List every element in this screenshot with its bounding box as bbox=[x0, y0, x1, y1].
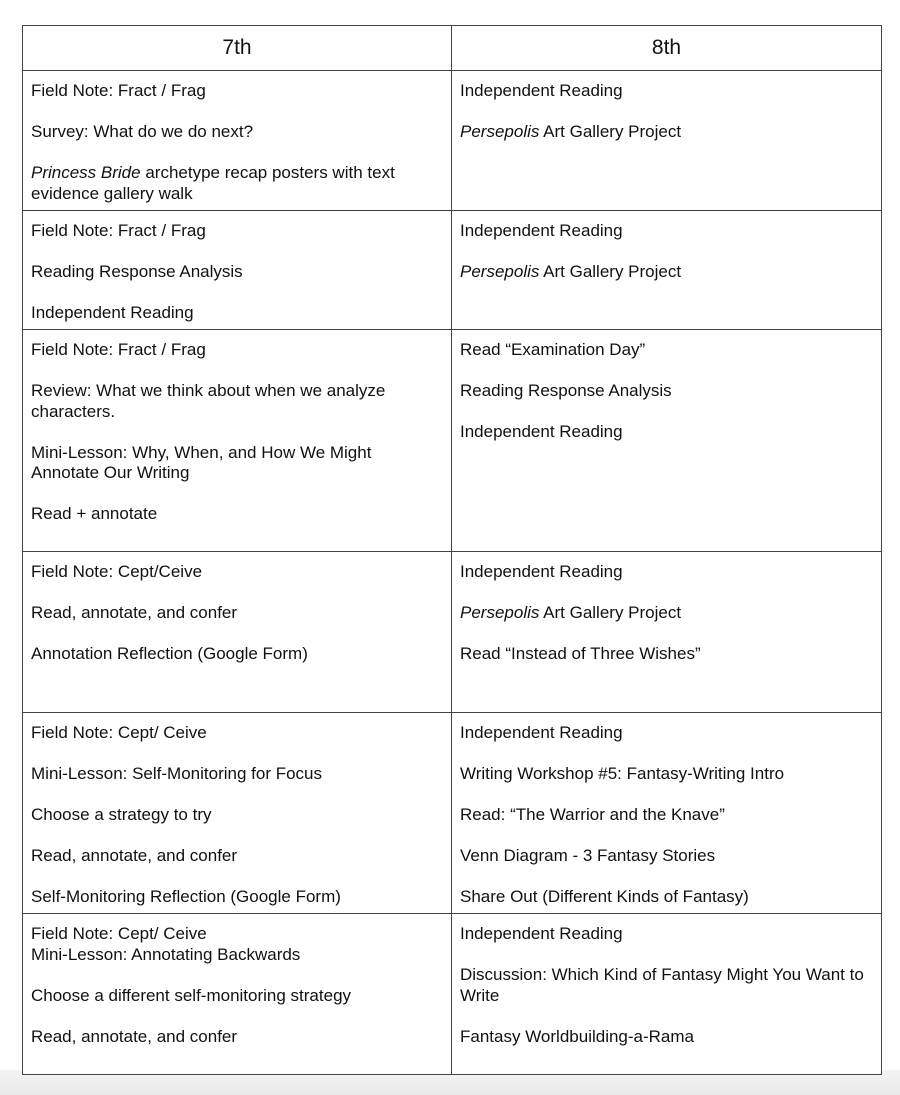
cell-text: Read “Examination Day” bbox=[460, 340, 646, 359]
cell-7th bbox=[23, 713, 452, 914]
cell-text: Independent Reading bbox=[460, 723, 623, 742]
table-row bbox=[23, 713, 882, 914]
cell-text: Discussion: Which Kind of Fantasy Might You Want to Write bbox=[460, 965, 864, 1005]
cell-7th bbox=[23, 914, 452, 1075]
cell-text-rest: Art Gallery Project bbox=[539, 603, 682, 622]
column-header-8th: 8th bbox=[452, 26, 882, 71]
cell-text: Independent Reading bbox=[31, 303, 194, 322]
cell-text: Independent Reading bbox=[460, 562, 623, 581]
cell-7th bbox=[23, 71, 452, 211]
work-title: Persepolis bbox=[460, 122, 540, 141]
cell-text bbox=[460, 603, 873, 624]
cell-text: Independent Reading bbox=[460, 81, 623, 100]
cell-text: Survey: What do we do next? bbox=[31, 122, 254, 141]
cell-8th bbox=[452, 211, 882, 330]
cell-text: Choose a strategy to try bbox=[31, 805, 212, 824]
cell-8th bbox=[452, 330, 882, 552]
cell-text: Field Note: Fract / Frag bbox=[31, 221, 206, 240]
cell-text: Read, annotate, and confer bbox=[31, 1026, 238, 1046]
cell-text: Choose a different self-monitoring strategy bbox=[31, 985, 352, 1005]
cell-text: Independent Reading bbox=[460, 422, 623, 441]
cell-text: Mini-Lesson: Self-Monitoring for Focus bbox=[31, 764, 323, 783]
cell-text-rest: Art Gallery Project bbox=[539, 262, 682, 281]
cell-text: Read + annotate bbox=[31, 504, 158, 523]
cell-text: Field Note: Cept/Ceive bbox=[31, 562, 203, 581]
cell-8th bbox=[452, 713, 882, 914]
cell-text: Field Note: Cept/ Ceive bbox=[31, 723, 207, 742]
table-row bbox=[23, 71, 882, 211]
table-row bbox=[23, 914, 882, 1075]
work-title: Persepolis bbox=[460, 262, 540, 281]
work-title: Princess Bride bbox=[31, 163, 141, 182]
cell-text: Field Note: Fract / Frag bbox=[31, 81, 206, 100]
cell-7th bbox=[23, 211, 452, 330]
cell-text: Read: “The Warrior and the Knave” bbox=[460, 805, 725, 824]
cell-text: Self-Monitoring Reflection (Google Form) bbox=[31, 887, 341, 906]
schedule-body bbox=[23, 71, 882, 1075]
cell-7th bbox=[23, 552, 452, 713]
cell-text: Venn Diagram - 3 Fantasy Stories bbox=[460, 846, 716, 865]
cell-text: Writing Workshop #5: Fantasy-Writing Intro bbox=[460, 764, 785, 783]
cell-text: Read “Instead of Three Wishes” bbox=[460, 644, 701, 663]
cell-text: Read, annotate, and confer bbox=[31, 846, 238, 865]
cell-text: Mini-Lesson: Annotating Backwards bbox=[31, 944, 301, 964]
cell-text: Mini-Lesson: Why, When, and How We Might Annotate Our Writing bbox=[31, 442, 372, 482]
cell-text-rest: Art Gallery Project bbox=[539, 122, 682, 141]
cell-text: Share Out (Different Kinds of Fantasy) bbox=[460, 887, 749, 906]
cell-text: Review: What we think about when we analyze characters. bbox=[31, 381, 386, 421]
cell-text bbox=[460, 262, 873, 283]
table-row bbox=[23, 211, 882, 330]
cell-text: Independent Reading bbox=[460, 924, 623, 943]
cell-text bbox=[31, 163, 443, 204]
cell-text bbox=[460, 122, 873, 143]
cell-text: Fantasy Worldbuilding-a-Rama bbox=[460, 1026, 695, 1046]
cell-text: Annotation Reflection (Google Form) bbox=[31, 644, 308, 663]
cell-8th bbox=[452, 552, 882, 713]
cell-text-rest: archetype recap posters with text evidence gallery walk bbox=[31, 163, 395, 203]
cell-8th bbox=[452, 71, 882, 211]
column-header-7th: 7th bbox=[23, 26, 452, 71]
schedule-table bbox=[22, 25, 882, 1075]
cell-text: Reading Response Analysis bbox=[31, 262, 243, 281]
cell-7th bbox=[23, 330, 452, 552]
header-row bbox=[23, 26, 882, 71]
table-row bbox=[23, 330, 882, 552]
work-title: Persepolis bbox=[460, 603, 540, 622]
cell-text: Read, annotate, and confer bbox=[31, 603, 238, 622]
table-row bbox=[23, 552, 882, 713]
cell-text: Field Note: Fract / Frag bbox=[31, 340, 206, 359]
cell-text: Independent Reading bbox=[460, 221, 623, 240]
cell-8th bbox=[452, 914, 882, 1075]
cell-text: Reading Response Analysis bbox=[460, 381, 672, 400]
cell-text: Field Note: Cept/ Ceive bbox=[31, 924, 207, 943]
